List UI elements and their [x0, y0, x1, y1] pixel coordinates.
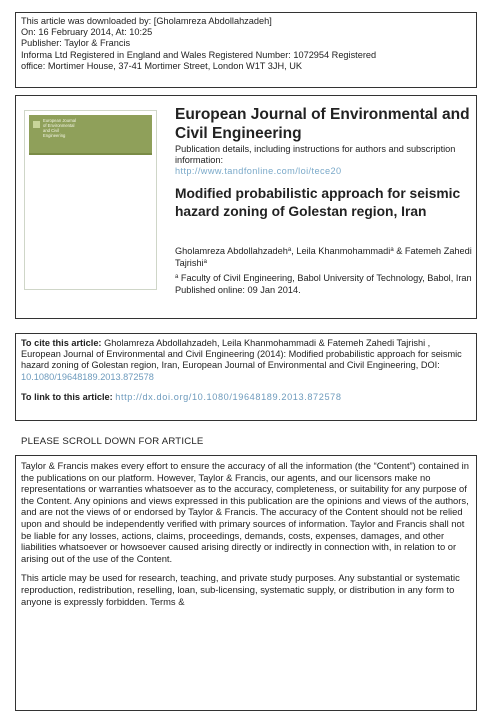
cover-title-line: Engineering: [43, 133, 66, 138]
affiliation-text: Faculty of Civil Engineering, Babol University of Technology, Babol, Iran: [180, 273, 472, 283]
citation-box: [15, 333, 477, 421]
journal-cover-image: [24, 110, 157, 290]
disclaimer-paragraph: Taylor & Francis makes every effort to ensure the accuracy of all the information (the “Content”) contained in the publications on our platform. However, Taylor & Francis, our agents, and our licensors make no representations or warranties whatsoever as to the accuracy, completeness, or suitability for any purpose of the Content. Any opinions and views expressed in this publication are the opinions and views of the authors, and are not the views of or endorsed by Taylor & Francis. The accuracy of the Content should not be relied upon and should be independently verified with primary sources of information. Taylor and Francis shall not be liable for any losses, actions, claims, proceedings, demands, costs, expenses, damages, and other liabilities whatsoever or howsoever caused arising directly or indirectly in connection with, in relation to or arising out of the use of the Content.: [21, 460, 469, 564]
download-info-line: This article was downloaded by: [Gholamreza Abdollahzadeh]: [21, 16, 272, 26]
disclaimer-box: [15, 455, 477, 711]
author-name: Gholamreza Abdollahzadeh: [175, 246, 288, 256]
cover-title-line: and Civil: [43, 128, 60, 133]
citation-paragraph: [21, 338, 470, 383]
download-info-box: [15, 12, 477, 88]
citation-label: To cite this article:: [21, 338, 102, 348]
author-name: Fatemeh Zahedi Tajrishi: [175, 246, 472, 268]
download-info-line: Publisher: Taylor & Francis: [21, 38, 131, 49]
download-info-lines: [21, 16, 470, 72]
download-info-line: Informa Ltd Registered in England and Wales Registered Number: 1072954 Registered: [21, 49, 377, 60]
cover-title: [43, 118, 76, 138]
author-name: Leila Khanmohammadi: [296, 246, 391, 256]
article-doi-link[interactable]: http://dx.doi.org/10.1080/19648189.2013.872578: [115, 391, 342, 402]
affiliation-marker: a: [175, 274, 179, 280]
journal-title: European Journal of Environmental and Civil Engineering: [175, 106, 470, 142]
journal-url-link[interactable]: http://www.tandfonline.com/loi/tece20: [175, 166, 342, 177]
cover-logo-icon: [33, 121, 40, 128]
citation-text: Gholamreza Abdollahzadeh, Leila Khanmohammadi & Fatemeh Zahedi Tajrishi , European Journal of Environmental and Civil Engineering (2014): Modified probabilistic approach for seismic hazard zoning of Golestan region, Iran, European Journal of Environmental and Civil Engineering, DOI:: [21, 338, 462, 371]
article-link-label: To link to this article:: [21, 391, 113, 402]
cover-title-line: of Environmental: [43, 123, 75, 128]
affiliation-marker: a: [287, 247, 292, 253]
scroll-notice: PLEASE SCROLL DOWN FOR ARTICLE: [21, 436, 204, 447]
publication-details: [175, 144, 475, 178]
affiliation-marker: a: [203, 258, 207, 265]
citation-doi-link[interactable]: 10.1080/19648189.2013.872578: [21, 371, 154, 382]
published-date: Published online: 09 Jan 2014.: [175, 284, 301, 295]
affiliation-marker: a: [390, 247, 394, 253]
publication-details-text: Publication details, including instructions for authors and subscription information:: [175, 144, 456, 166]
article-info-box: [15, 95, 477, 319]
article-link-paragraph: [21, 392, 470, 403]
cover-title-line: European Journal: [43, 118, 77, 123]
usage-terms-paragraph: This article may be used for research, teaching, and private study purposes. Any substantial or systematic reproduction, redistribution, reselling, loan, sub-licensing, systematic supply, or distribution in any form to anyone is expressly forbidden. Terms &: [21, 572, 460, 607]
download-info-line: On: 16 February 2014, At: 10:25: [21, 27, 153, 38]
affiliation-block: [175, 273, 475, 296]
author-list: Gholamreza Abdollahzadeh$^a$, Leila Khanmohammadi$^a$ & Fatemeh Zahedi Tajrishi$^a$: [175, 246, 472, 268]
article-title: Modified probabilistic approach for seismic hazard zoning of Golestan region, Iran: [175, 186, 461, 219]
download-info-line: office: Mortimer House, 37-41 Mortimer Street, London W1T 3JH, UK: [21, 60, 303, 71]
cover-rule: [29, 153, 152, 155]
